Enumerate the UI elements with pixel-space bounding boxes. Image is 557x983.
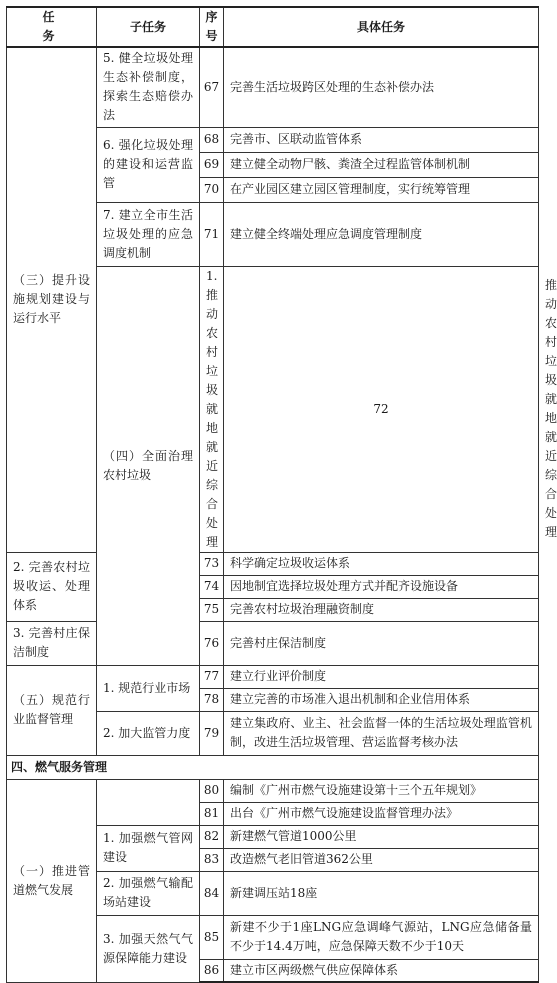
- subtask-cell: 2. 完善农村垃圾收运、处理体系: [7, 552, 97, 621]
- detail-cell: 因地制宜选择垃圾处理方式并配齐设施设备: [224, 575, 539, 598]
- table-row: [7, 665, 539, 688]
- detail-cell: 建立集政府、业主、社会监督一体的生活垃圾处理监管机制，改进生活垃圾管理、营运监督考核办法: [224, 711, 539, 755]
- detail-cell: 完善市、区联动监管体系: [224, 127, 539, 152]
- detail-cell: 出台《广州市燃气设施建设监督管理办法》: [224, 802, 539, 825]
- task-cell-group5: （五）规范行业监督管理: [7, 665, 97, 755]
- detail-cell: 改造燃气老旧管道362公里: [224, 848, 539, 871]
- detail-cell: 科学确定垃圾收运体系: [224, 552, 539, 575]
- subtask-cell: 5. 健全垃圾处理生态补偿制度，探索生态赔偿办法: [97, 47, 200, 127]
- header-detail: 具体任务: [224, 7, 539, 47]
- header-task: 任 务: [7, 7, 97, 47]
- row-number: 84: [200, 871, 224, 915]
- subtask-cell: 1. 加强燃气管网建设: [97, 825, 200, 871]
- row-number: 72: [224, 266, 539, 552]
- subtask-cell: 3. 加强天然气气源保障能力建设: [97, 915, 200, 982]
- subtask-cell: 3. 完善村庄保洁制度: [7, 621, 97, 665]
- header-num: 序号: [200, 7, 224, 47]
- row-number: 75: [200, 598, 224, 621]
- table-row: （四）全面治理农村垃圾 1. 推动农村垃圾就地就近综合处理 72 推动农村垃圾就地就近综合处理: [7, 266, 539, 552]
- section-title: 四、燃气服务管理: [7, 755, 539, 779]
- table-row: [7, 552, 539, 575]
- subtask-cell: 2. 加强燃气输配场站建设: [97, 871, 200, 915]
- row-number: 76: [200, 621, 224, 665]
- section-row: [7, 755, 539, 779]
- task-table: [6, 6, 557, 983]
- row-number: 81: [200, 802, 224, 825]
- row-number: 69: [200, 152, 224, 177]
- detail-cell: 新建调压站18座: [224, 871, 539, 915]
- row-number: 82: [200, 825, 224, 848]
- header-subtask: 子任务: [97, 7, 200, 47]
- detail-cell: 建立行业评价制度: [224, 665, 539, 688]
- table-header-row: [7, 7, 539, 47]
- subtask-cell-empty: [97, 779, 200, 825]
- table-row: [7, 47, 539, 127]
- task-cell-group4: （四）全面治理农村垃圾: [97, 266, 200, 665]
- detail-cell: 完善村庄保洁制度: [224, 621, 539, 665]
- row-number: 67: [200, 47, 224, 127]
- subtask-cell: 2. 加大监管力度: [97, 711, 200, 755]
- row-number: 83: [200, 848, 224, 871]
- table-row: [7, 621, 539, 665]
- subtask-cell: 1. 规范行业市场: [97, 665, 200, 711]
- task-cell-gas1: （一）推进管道燃气发展: [7, 779, 97, 982]
- row-number: 71: [200, 202, 224, 266]
- subtask-cell: 7. 建立全市生活垃圾处理的应急调度机制: [97, 202, 200, 266]
- row-number: 80: [200, 779, 224, 802]
- table-row: [7, 779, 539, 802]
- detail-cell: 新建燃气管道1000公里: [224, 825, 539, 848]
- row-number: 77: [200, 665, 224, 688]
- row-number: 78: [200, 688, 224, 711]
- detail-cell: 新建不少于1座LNG应急调峰气源站，LNG应急储备量不少于14.4万吨，应急保障天数不少于10天: [224, 915, 539, 959]
- row-number: 86: [200, 959, 224, 982]
- detail-cell: 完善生活垃圾跨区处理的生态补偿办法: [224, 47, 539, 127]
- subtask-cell: 6. 强化垃圾处理的建设和运营监管: [97, 127, 200, 202]
- row-number: 74: [200, 575, 224, 598]
- row-number: 79: [200, 711, 224, 755]
- row-number: 68: [200, 127, 224, 152]
- detail-cell: 完善农村垃圾治理融资制度: [224, 598, 539, 621]
- detail-cell: 编制《广州市燃气设施建设第十三个五年规划》: [224, 779, 539, 802]
- row-number: 70: [200, 177, 224, 202]
- detail-cell: 建立市区两级燃气供应保障体系: [224, 959, 539, 982]
- subtask-cell: 1. 推动农村垃圾就地就近综合处理: [200, 266, 224, 552]
- detail-cell: 建立完善的市场准入退出机制和企业信用体系: [224, 688, 539, 711]
- detail-cell: 建立健全终端处理应急调度管理制度: [224, 202, 539, 266]
- detail-cell: 建立健全动物尸骸、粪渣全过程监管体制机制: [224, 152, 539, 177]
- task-cell-group3: （三）提升设施规划建设与运行水平: [7, 47, 97, 552]
- row-number: 73: [200, 552, 224, 575]
- detail-cell: 在产业园区建立园区管理制度，实行统筹管理: [224, 177, 539, 202]
- row-number: 85: [200, 915, 224, 959]
